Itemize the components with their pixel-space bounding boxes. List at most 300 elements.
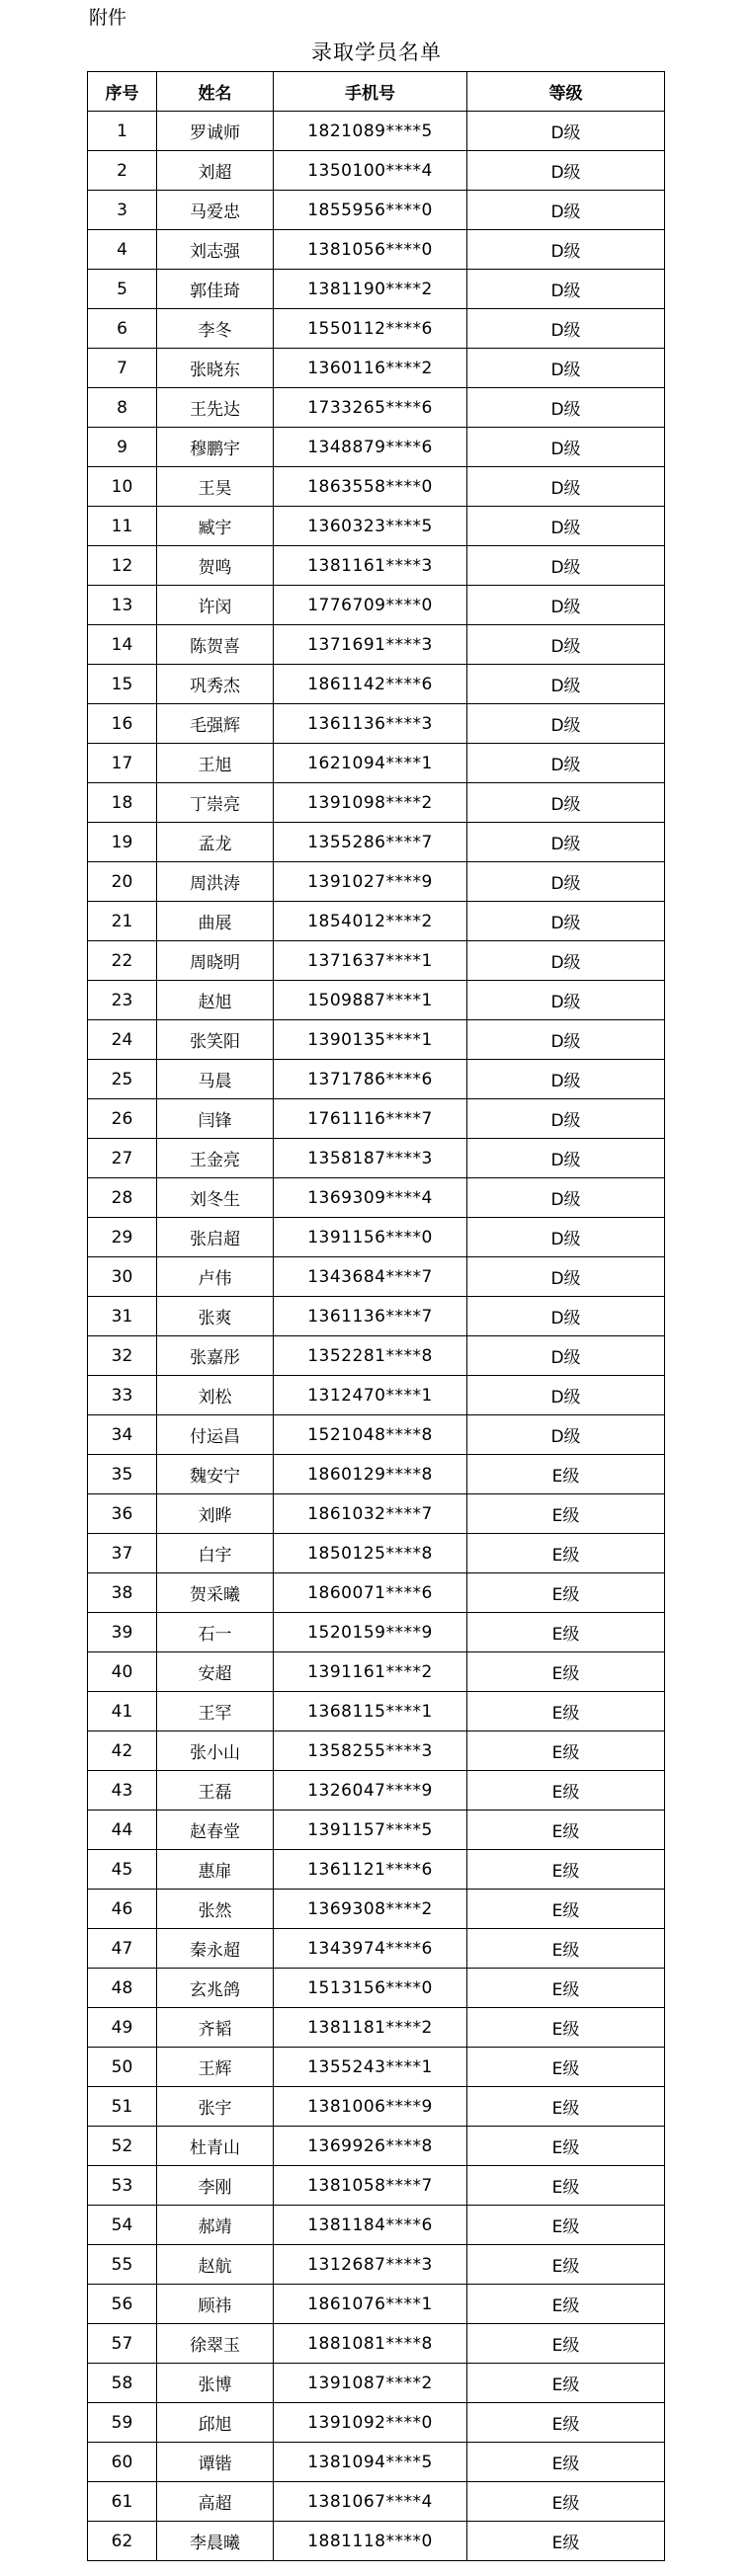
table-row [88,1257,665,1297]
row-name: 秦永超 [157,1929,274,1969]
row-name: 高超 [157,2482,274,2522]
row-phone: 1361121****6 [274,1850,467,1890]
row-name: 刘志强 [157,230,274,270]
row-phone: 1391087****2 [274,2364,467,2403]
row-phone: 1355243****1 [274,2048,467,2087]
row-phone: 1355286****7 [274,823,467,862]
row-serial-number: 10 [88,467,157,507]
table-row [88,1060,665,1099]
table-row [88,467,665,507]
row-phone: 1381067****4 [274,2482,467,2522]
row-serial-number: 54 [88,2206,157,2245]
row-phone: 1391092****0 [274,2403,467,2443]
row-phone: 1371637****1 [274,941,467,981]
row-phone: 1326047****9 [274,1771,467,1811]
table-row [88,2285,665,2324]
row-serial-number: 12 [88,546,157,586]
row-serial-number: 32 [88,1336,157,1376]
row-phone: 1776709****0 [274,586,467,625]
row-serial-number: 18 [88,783,157,823]
row-name: 李冬 [157,309,274,349]
row-grade: E级 [467,2087,665,2127]
table-row [88,1811,665,1850]
row-name: 陈贺喜 [157,625,274,665]
row-phone: 1860071****6 [274,1573,467,1613]
row-phone: 1860129****8 [274,1455,467,1494]
row-serial-number: 55 [88,2245,157,2285]
row-name: 郝靖 [157,2206,274,2245]
row-phone: 1390135****1 [274,1020,467,1060]
table-row [88,1297,665,1336]
row-grade: E级 [467,2048,665,2087]
row-serial-number: 37 [88,1534,157,1573]
table-row [88,1376,665,1415]
table-row [88,1850,665,1890]
row-serial-number: 8 [88,388,157,428]
row-name: 毛强辉 [157,704,274,744]
row-name: 孟龙 [157,823,274,862]
row-phone: 1381161****3 [274,546,467,586]
row-grade: E级 [467,1494,665,1534]
row-name: 杜青山 [157,2127,274,2166]
header-grade: 等级 [467,72,665,112]
header-phone: 手机号 [274,72,467,112]
table-header-row [88,72,665,112]
row-phone: 1821089****5 [274,112,467,151]
row-name: 张小山 [157,1731,274,1771]
row-serial-number: 4 [88,230,157,270]
row-grade: E级 [467,2127,665,2166]
row-grade: D级 [467,151,665,191]
row-name: 臧宇 [157,507,274,546]
row-name: 李晨曦 [157,2522,274,2561]
row-grade: E级 [467,1811,665,1850]
row-grade: E级 [467,2324,665,2364]
row-name: 罗诚师 [157,112,274,151]
table-row [88,388,665,428]
row-serial-number: 31 [88,1297,157,1336]
table-row [88,230,665,270]
row-phone: 1550112****6 [274,309,467,349]
row-name: 邱旭 [157,2403,274,2443]
table-row [88,2206,665,2245]
row-phone: 1509887****1 [274,981,467,1020]
row-grade: D级 [467,665,665,704]
table-row [88,981,665,1020]
table-row [88,823,665,862]
row-grade: D级 [467,586,665,625]
table-row [88,2166,665,2206]
row-serial-number: 44 [88,1811,157,1850]
table-row [88,1890,665,1929]
row-serial-number: 15 [88,665,157,704]
row-phone: 1761116****7 [274,1099,467,1139]
row-serial-number: 50 [88,2048,157,2087]
row-serial-number: 2 [88,151,157,191]
row-name: 赵航 [157,2245,274,2285]
row-serial-number: 20 [88,862,157,902]
row-grade: E级 [467,1929,665,1969]
row-name: 张启超 [157,1218,274,1257]
table-row [88,112,665,151]
row-phone: 1391156****0 [274,1218,467,1257]
table-row [88,349,665,388]
row-grade: D级 [467,1415,665,1455]
row-grade: D级 [467,981,665,1020]
row-grade: E级 [467,1771,665,1811]
row-grade: E级 [467,2245,665,2285]
row-phone: 1391157****5 [274,1811,467,1850]
row-name: 闫锋 [157,1099,274,1139]
row-phone: 1369308****2 [274,1890,467,1929]
row-name: 赵春堂 [157,1811,274,1850]
header-name: 姓名 [157,72,274,112]
row-serial-number: 24 [88,1020,157,1060]
row-grade: E级 [467,1455,665,1494]
table-row [88,2443,665,2482]
row-serial-number: 60 [88,2443,157,2482]
row-serial-number: 39 [88,1613,157,1652]
row-grade: D级 [467,625,665,665]
attachment-label: 附件 [89,7,127,29]
row-serial-number: 16 [88,704,157,744]
row-name: 白宇 [157,1534,274,1573]
table-row [88,783,665,823]
row-serial-number: 42 [88,1731,157,1771]
row-phone: 1371786****6 [274,1060,467,1099]
row-serial-number: 52 [88,2127,157,2166]
row-phone: 1343684****7 [274,1257,467,1297]
row-phone: 1381184****6 [274,2206,467,2245]
row-serial-number: 21 [88,902,157,941]
table-row [88,586,665,625]
row-serial-number: 11 [88,507,157,546]
row-phone: 1520159****9 [274,1613,467,1652]
row-grade: E级 [467,1731,665,1771]
row-serial-number: 36 [88,1494,157,1534]
row-name: 王金亮 [157,1139,274,1178]
table-row [88,2087,665,2127]
row-phone: 1861076****1 [274,2285,467,2324]
table-row [88,1929,665,1969]
row-grade: D级 [467,1257,665,1297]
row-name: 郭佳琦 [157,270,274,309]
row-grade: D级 [467,1376,665,1415]
row-grade: E级 [467,1692,665,1731]
row-grade: E级 [467,1613,665,1652]
row-serial-number: 48 [88,1969,157,2008]
table-row [88,1771,665,1811]
row-serial-number: 19 [88,823,157,862]
document-title: 录取学员名单 [311,40,442,64]
table-row [88,2245,665,2285]
row-serial-number: 43 [88,1771,157,1811]
row-grade: D级 [467,428,665,467]
row-grade: D级 [467,191,665,230]
row-serial-number: 56 [88,2285,157,2324]
row-phone: 1361136****3 [274,704,467,744]
row-grade: E级 [467,1652,665,1692]
row-phone: 1391098****2 [274,783,467,823]
table-row [88,744,665,783]
row-phone: 1369309****4 [274,1178,467,1218]
row-phone: 1621094****1 [274,744,467,783]
row-name: 穆鹏宇 [157,428,274,467]
row-grade: D级 [467,1099,665,1139]
table-row [88,2324,665,2364]
row-serial-number: 46 [88,1890,157,1929]
table-row [88,428,665,467]
table-row [88,2482,665,2522]
table-row [88,902,665,941]
row-name: 赵旭 [157,981,274,1020]
row-name: 王先达 [157,388,274,428]
row-grade: D级 [467,270,665,309]
table-row [88,1415,665,1455]
table-row [88,2403,665,2443]
row-phone: 1360116****2 [274,349,467,388]
row-grade: E级 [467,2522,665,2561]
table-row [88,2364,665,2403]
row-grade: E级 [467,2403,665,2443]
row-grade: D级 [467,744,665,783]
table-row [88,1218,665,1257]
row-phone: 1343974****6 [274,1929,467,1969]
table-row [88,1652,665,1692]
row-serial-number: 34 [88,1415,157,1455]
row-phone: 1863558****0 [274,467,467,507]
table-row [88,191,665,230]
table-row [88,625,665,665]
row-name: 张博 [157,2364,274,2403]
row-name: 曲展 [157,902,274,941]
row-phone: 1391027****9 [274,862,467,902]
row-name: 张然 [157,1890,274,1929]
row-phone: 1381190****2 [274,270,467,309]
row-grade: D级 [467,902,665,941]
row-phone: 1381056****0 [274,230,467,270]
table-row [88,2048,665,2087]
row-phone: 1371691****3 [274,625,467,665]
row-phone: 1360323****5 [274,507,467,546]
row-grade: D级 [467,1060,665,1099]
row-name: 马爱忠 [157,191,274,230]
row-name: 张晓东 [157,349,274,388]
row-serial-number: 26 [88,1099,157,1139]
table-row [88,1139,665,1178]
row-serial-number: 53 [88,2166,157,2206]
row-serial-number: 40 [88,1652,157,1692]
row-grade: E级 [467,1534,665,1573]
table-body [88,112,665,2561]
row-serial-number: 9 [88,428,157,467]
row-grade: E级 [467,1969,665,2008]
row-grade: D级 [467,1178,665,1218]
table-row [88,1969,665,2008]
table-row [88,1099,665,1139]
row-grade: D级 [467,1218,665,1257]
row-phone: 1312470****1 [274,1376,467,1415]
row-serial-number: 51 [88,2087,157,2127]
row-grade: D级 [467,783,665,823]
row-name: 张笑阳 [157,1020,274,1060]
row-serial-number: 47 [88,1929,157,1969]
table-row [88,704,665,744]
row-phone: 1861032****7 [274,1494,467,1534]
table-row [88,1534,665,1573]
row-serial-number: 61 [88,2482,157,2522]
row-grade: D级 [467,309,665,349]
table-row [88,546,665,586]
row-grade: D级 [467,230,665,270]
row-name: 李刚 [157,2166,274,2206]
row-serial-number: 29 [88,1218,157,1257]
row-serial-number: 6 [88,309,157,349]
row-grade: D级 [467,388,665,428]
row-phone: 1381181****2 [274,2008,467,2048]
table-row [88,941,665,981]
row-grade: D级 [467,1336,665,1376]
row-phone: 1368115****1 [274,1692,467,1731]
row-phone: 1381094****5 [274,2443,467,2482]
row-phone: 1855956****0 [274,191,467,230]
row-name: 卢伟 [157,1257,274,1297]
row-grade: D级 [467,704,665,744]
row-serial-number: 14 [88,625,157,665]
row-name: 王旭 [157,744,274,783]
table-row [88,1573,665,1613]
row-phone: 1312687****3 [274,2245,467,2285]
row-grade: E级 [467,1573,665,1613]
row-serial-number: 3 [88,191,157,230]
row-serial-number: 22 [88,941,157,981]
row-serial-number: 23 [88,981,157,1020]
row-name: 齐韬 [157,2008,274,2048]
row-grade: E级 [467,2008,665,2048]
row-name: 玄兆鸽 [157,1969,274,2008]
row-name: 谭锴 [157,2443,274,2482]
row-grade: D级 [467,862,665,902]
row-grade: D级 [467,1139,665,1178]
row-name: 魏安宁 [157,1455,274,1494]
table-row [88,862,665,902]
row-serial-number: 27 [88,1139,157,1178]
table-row [88,665,665,704]
row-grade: D级 [467,1020,665,1060]
row-name: 王辉 [157,2048,274,2087]
row-phone: 1348879****6 [274,428,467,467]
admitted-students-table [87,71,665,2561]
row-phone: 1391161****2 [274,1652,467,1692]
row-grade: E级 [467,2206,665,2245]
row-name: 周晓明 [157,941,274,981]
row-grade: E级 [467,2443,665,2482]
row-serial-number: 30 [88,1257,157,1297]
row-name: 徐翠玉 [157,2324,274,2364]
row-serial-number: 57 [88,2324,157,2364]
row-grade: E级 [467,1890,665,1929]
row-name: 顾祎 [157,2285,274,2324]
row-name: 刘冬生 [157,1178,274,1218]
row-name: 马晨 [157,1060,274,1099]
table-row [88,1178,665,1218]
row-name: 安超 [157,1652,274,1692]
row-name: 贺采曦 [157,1573,274,1613]
row-name: 巩秀杰 [157,665,274,704]
row-phone: 1361136****7 [274,1297,467,1336]
table-row [88,1020,665,1060]
row-phone: 1358187****3 [274,1139,467,1178]
row-phone: 1358255****3 [274,1731,467,1771]
row-name: 张嘉彤 [157,1336,274,1376]
row-phone: 1381006****9 [274,2087,467,2127]
row-phone: 1352281****8 [274,1336,467,1376]
row-serial-number: 59 [88,2403,157,2443]
row-name: 刘超 [157,151,274,191]
table-row [88,1692,665,1731]
row-name: 张爽 [157,1297,274,1336]
row-serial-number: 13 [88,586,157,625]
row-serial-number: 28 [88,1178,157,1218]
row-serial-number: 35 [88,1455,157,1494]
table-row [88,2522,665,2561]
row-name: 石一 [157,1613,274,1652]
row-serial-number: 1 [88,112,157,151]
row-grade: D级 [467,467,665,507]
row-grade: D级 [467,546,665,586]
table-row [88,270,665,309]
row-serial-number: 41 [88,1692,157,1731]
table-row [88,1731,665,1771]
row-serial-number: 38 [88,1573,157,1613]
row-name: 张宇 [157,2087,274,2127]
row-grade: E级 [467,2482,665,2522]
table-row [88,309,665,349]
row-phone: 1350100****4 [274,151,467,191]
row-name: 贺鸣 [157,546,274,586]
row-serial-number: 45 [88,1850,157,1890]
row-grade: D级 [467,349,665,388]
row-name: 周洪涛 [157,862,274,902]
row-name: 刘晔 [157,1494,274,1534]
row-name: 王磊 [157,1771,274,1811]
row-serial-number: 7 [88,349,157,388]
row-grade: E级 [467,2285,665,2324]
row-phone: 1881118****0 [274,2522,467,2561]
row-grade: D级 [467,1297,665,1336]
row-phone: 1850125****8 [274,1534,467,1573]
row-grade: E级 [467,2364,665,2403]
row-phone: 1733265****6 [274,388,467,428]
row-serial-number: 62 [88,2522,157,2561]
row-serial-number: 17 [88,744,157,783]
row-grade: D级 [467,823,665,862]
row-serial-number: 58 [88,2364,157,2403]
row-serial-number: 5 [88,270,157,309]
table-row [88,151,665,191]
row-name: 付运昌 [157,1415,274,1455]
row-name: 惠扉 [157,1850,274,1890]
row-grade: E级 [467,2166,665,2206]
row-name: 许闵 [157,586,274,625]
row-name: 丁崇亮 [157,783,274,823]
row-name: 王昊 [157,467,274,507]
header-serial-number: 序号 [88,72,157,112]
row-grade: E级 [467,1850,665,1890]
row-phone: 1369926****8 [274,2127,467,2166]
row-serial-number: 33 [88,1376,157,1415]
row-name: 刘松 [157,1376,274,1415]
